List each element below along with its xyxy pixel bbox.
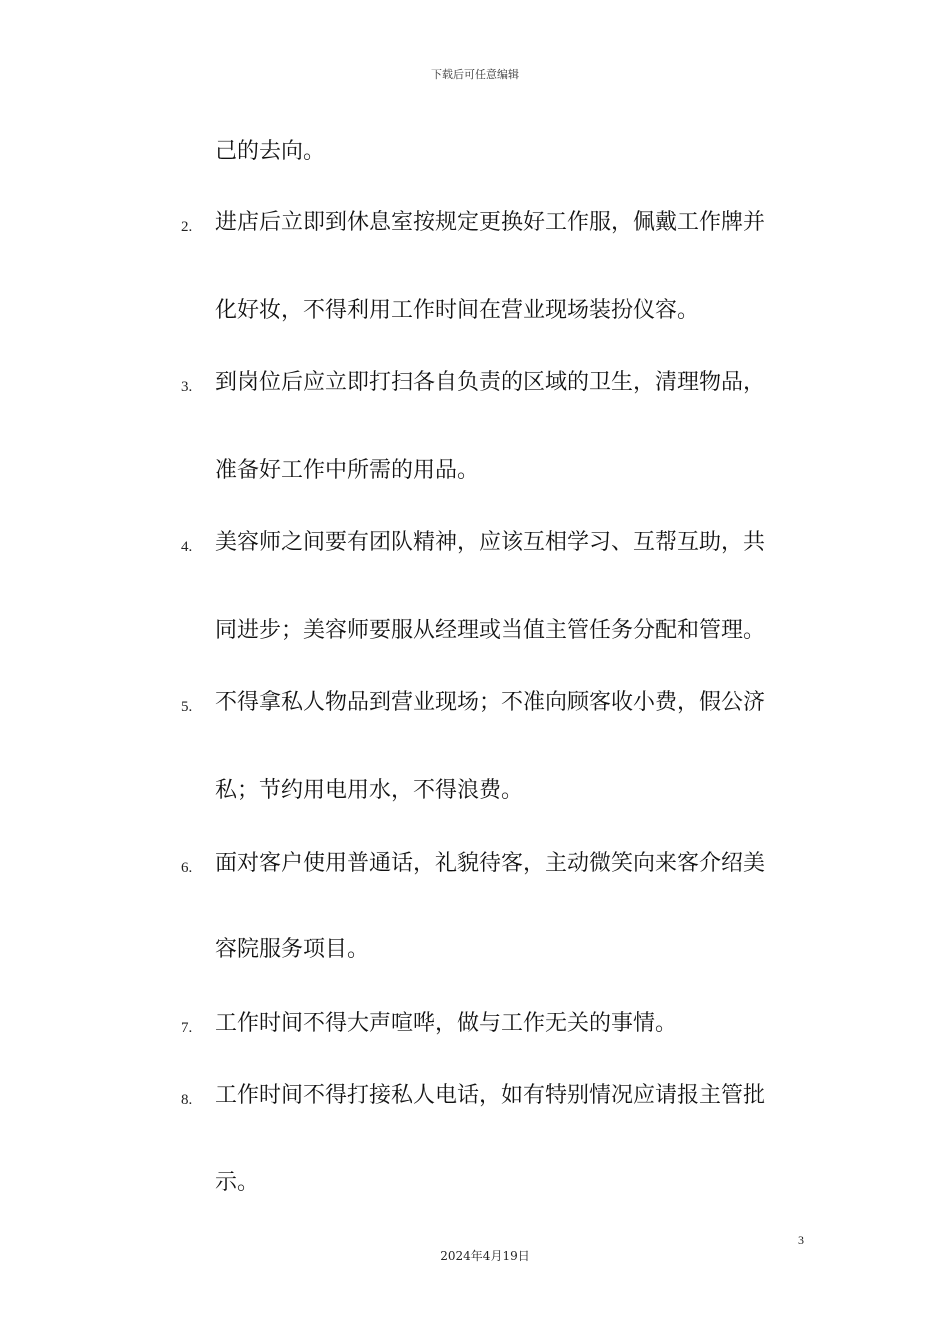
list-item-text: 准备好工作中所需的用品。 (215, 458, 480, 483)
list-item-number: 7. (181, 1020, 193, 1036)
list-item-text: 到岗位后应立即打扫各自负责的区域的卫生，清理物品， (215, 370, 766, 395)
list-item-number: 3. (181, 379, 193, 395)
page-header: 下载后可任意编辑 (431, 68, 519, 81)
list-item-number: 2. (181, 219, 193, 235)
list-item-text: 容院服务项目。 (215, 937, 370, 962)
list-item-text: 同进步；美容师要服从经理或当值主管任务分配和管理。 (215, 618, 766, 643)
list-item-text: 面对客户使用普通话，礼貌待客，主动微笑向来客介绍美 (215, 851, 766, 876)
footer-date: 2024年4月19日 (440, 1249, 530, 1263)
list-item-text: 工作时间不得打接私人电话，如有特别情况应请报主管批 (215, 1083, 766, 1108)
list-item-text: 进店后立即到休息室按规定更换好工作服，佩戴工作牌并 (215, 210, 766, 235)
list-item-text: 不得拿私人物品到营业现场；不准向顾客收小费，假公济 (215, 690, 766, 715)
list-item-text: 私；节约用电用水，不得浪费。 (215, 778, 524, 803)
list-item-text: 化好妆，不得利用工作时间在营业现场装扮仪容。 (215, 298, 700, 323)
list-item-number: 5. (181, 699, 193, 715)
list-item-number: 4. (181, 539, 193, 555)
page-number: 3 (798, 1233, 804, 1247)
list-item-text: 示。 (215, 1170, 260, 1195)
list-item-text: 工作时间不得大声喧哗，做与工作无关的事情。 (215, 1011, 678, 1036)
list-item-number: 6. (181, 860, 193, 876)
list-item-number: 8. (181, 1092, 193, 1108)
list-item-continuation: 己的去向。 (215, 139, 326, 164)
list-item-text: 美容师之间要有团队精神，应该互相学习、互帮互助，共 (215, 530, 766, 555)
